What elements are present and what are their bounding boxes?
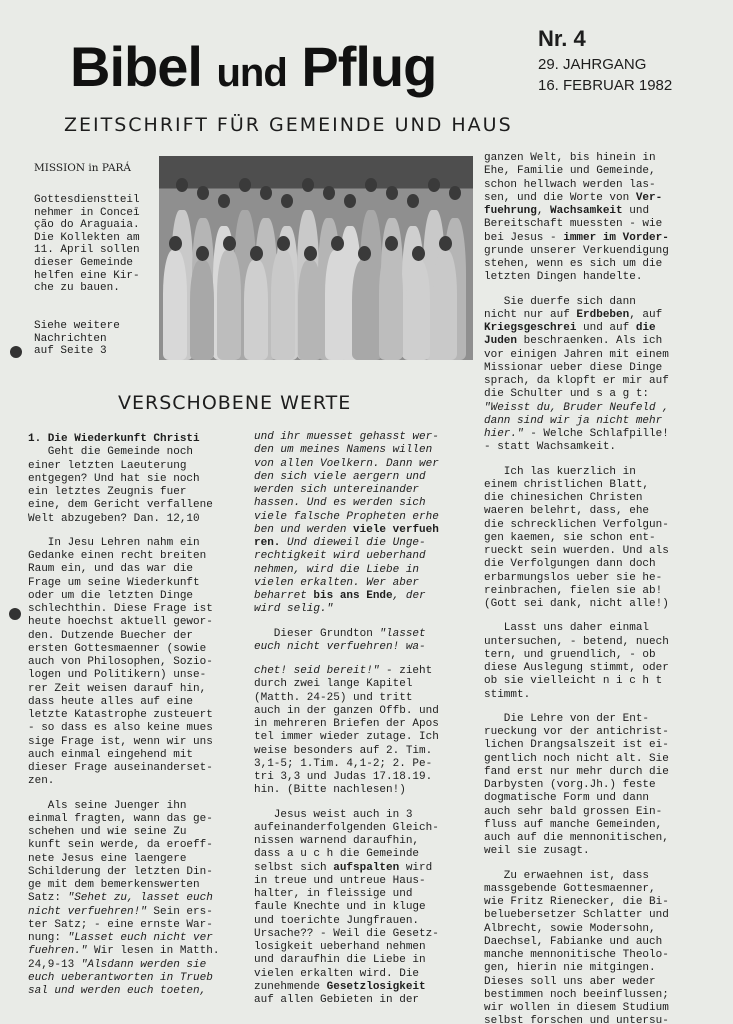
text-line: bestimmen noch beeinflussen; [484,988,669,1001]
text-line: grunde unserer Verkuendigung [484,244,669,257]
text-line: Dieser Grundton "lasset [254,627,426,640]
text-line: letzte Katastrophe zusteuert [28,709,213,721]
text-line: fuehren." Wir lesen in Matth. [28,945,220,958]
text-line: viele falsche Propheten erhe [254,510,439,523]
text-line: und ihr muesset gehasst wer- [254,431,439,443]
article-column-2 [254,431,472,1007]
text-line: Kriegsgeschrei und auf die [484,322,656,334]
text-line: chet! seid bereit!" - zieht [254,665,433,677]
text-line: sprach, da klopft er mir auf [484,375,669,387]
text-line: selbst sich aufspalten wird [254,861,433,874]
text-line: auf allen Gebieten in der [254,994,420,1006]
text-line: die schrecklichen Verfolgun- [484,518,669,531]
text-line: faule Knechte und in kluge [254,901,426,914]
text-line: halter, in fleissige und [254,888,413,900]
text-line: rueckt sein wuerden. Und als [484,545,669,557]
text-line: Schilderung der letzten Din- [28,865,213,878]
text-line: diese Auslegung stimmt, oder [484,662,669,674]
text-line: wird selig." [254,603,334,616]
text-line: euch nicht verfuehren! wa- [254,640,426,653]
text-line: einer letzten Laeuterung [28,459,187,472]
text-line: Jesus weist auch in 3 [254,808,413,821]
text-line: Raum ein, und das war die [28,563,194,576]
text-line: Die Lehre von der Ent- [484,712,650,725]
text-line: Als seine Juenger ihn [28,799,187,812]
text-line: werden sich untereinander [254,484,420,496]
photo-caption-title: MISSION in PARÁ [34,162,132,174]
text-line: dass heute alles auf eine [28,695,194,708]
text-line: den um meines Namens willen [254,444,433,457]
issue-info [538,26,672,94]
text-line: 1. Die Wiederkunft Christi [28,433,200,445]
text-line: hier." - Welche Schlafpille! [484,428,669,440]
text-line: aufeinanderfolgenden Gleich- [254,821,439,834]
article-column-1 [28,433,240,998]
text-line: ge mit dem bemerkenswerten [28,879,200,891]
text-line: letzten Dingen handelte. [484,271,643,284]
text-line: dogmatische Form und dann [484,792,650,805]
text-line: rer Zeit weisen darauf hin, [28,682,207,695]
text-line: erbarmungslos ueber sie he- [484,571,663,584]
text-line: die Verfolgungen dann doch [484,558,656,571]
text-line: Satz: "Sehet zu, lasset euch [28,892,213,905]
text-line: schehen und wie seine Zu [28,826,187,838]
text-line: Gedanke einen recht breiten [28,550,207,562]
text-line: heute hoechst aktuell gewor- [28,616,213,629]
text-line: ren. Und dieweil die Unge- [254,537,426,549]
text-line: beluebersetzer Schlatter und [484,909,669,922]
text-line: weil sie zusagt. [484,845,590,858]
text-line: den. Dutzende Buecher der [28,629,194,642]
photo-caption-text: Gottesdienstteil nehmer in Conceī ção do Araguaia. Die Kollekten am 11. April sollen dieser Gemeinde helfen eine Kir- che zu bauen. [34,194,140,295]
text-line: durch zwei lange Kapitel [254,678,413,691]
text-line: nicht nur auf Erdbeben, auf [484,308,663,321]
text-line: fuehrung, Wachsamkeit und [484,205,650,217]
text-line: sige Frage ist, wenn wir uns [28,735,213,748]
text-line: bei Jesus - immer im Vorder- [484,231,669,244]
text-line: Albrecht, sowie Modersohn, [484,922,656,935]
text-line: reinbrachen, fielen sie ab! [484,584,663,597]
text-line: selbst forschen und untersu- [484,1015,669,1024]
text-line: weise besonders auf 2. Tim. [254,744,433,757]
text-line: massgebende Gottesmaenner, [484,882,656,895]
text-line: dann sind wir ja nicht mehr [484,414,663,427]
text-line: losigkeit ueberhand nehmen [254,941,426,953]
text-line: - statt Wachsamkeit. [484,441,617,454]
issue-date: 16. FEBRUAR 1982 [538,77,673,94]
text-line: tel immer wieder zutage. Ich [254,731,439,744]
text-line: Juden beschraenken. Als ich [484,335,663,348]
text-line: wir wollen in diesem Studium [484,1002,669,1014]
text-line: untersuchen, - betend, nuech [484,635,669,648]
text-line: zunehmende Gesetzlosigkeit [254,980,426,993]
text-line: eine, dem Gericht verfallene [28,499,213,512]
text-line: Welt abzugeben? Dan. 12,10 [28,512,200,525]
text-line: ben und werden viele verfueh [254,523,439,536]
text-line: - so dass es also keine mues [28,722,213,735]
text-line: schon hellwach werden las- [484,178,656,191]
text-line: "Weisst du, Bruder Neufeld , [484,401,669,414]
text-line: oder um die letzten Dinge [28,589,194,602]
text-line: kunft sein werde, da eroeff- [28,839,213,852]
text-line: gen, hierin nie mitgingen. [484,962,656,975]
text-line: Ehe, Familie und Gemeinde, [484,165,656,178]
punch-hole [9,608,21,620]
text-line: (Matth. 24-25) und tritt [254,691,413,704]
text-line: einem christlichen Blatt, [484,478,650,491]
text-line: vor einigen Jahren mit einem [484,348,669,361]
text-line: wie Fritz Rienecker, die Bi- [484,896,669,908]
text-line: nicht verfuehren!" Sein ers- [28,905,213,918]
text-line: auch auf die mennonitischen, [484,832,669,844]
title-pflug: Pflug [286,35,437,98]
text-line: entgegen? Und hat sie noch [28,472,200,485]
subtitle: ZEITSCHRIFT FÜR GEMEINDE UND HAUS [64,114,513,136]
text-line: in treue und untreue Haus- [254,874,426,887]
text-line: Zu erwaehnen ist, dass [484,869,650,882]
text-line: von allen Voelkern. Dann wer [254,457,439,470]
text-line: logen und Politikern) unse- [28,669,207,682]
punch-hole [10,346,22,358]
text-line: schlechthin. Diese Frage ist [28,603,213,615]
text-line: zen. [28,775,55,788]
text-line: einmal fragten, wann das ge- [28,812,213,825]
masthead-title [70,34,436,99]
text-line: Ursache?? - Weil die Gesetz- [254,927,439,940]
text-line: Missionar ueber diese Dinge [484,361,663,374]
text-line: die chinesichen Christen [484,492,643,504]
title-und: und [216,51,287,95]
text-line: dieser Frage auseinanderset- [28,762,213,774]
text-line: sen, und die Worte von Ver- [484,191,663,204]
text-line: gen kaemen, sie schon ent- [484,531,656,544]
text-line: sal und werden euch toeten, [28,985,207,997]
text-line: und daraufhin die Liebe in [254,954,426,967]
text-line: fluss auf manche Gemeinden, [484,818,663,831]
text-line: ein letztes Zeugnis fuer [28,486,187,498]
text-line: ganzen Welt, bis hinein in [484,152,656,164]
text-line: 3,1-5; 1.Tim. 4,1-2; 2. Pe- [254,757,433,770]
text-line: waeren belehrt, dass, ehe [484,505,650,518]
text-line: Bereitschaft muessten - wie [484,218,663,231]
text-line: Darbysten (vorg.Jh.) feste [484,779,656,791]
text-line: stimmt. [484,688,531,701]
photo-caption-more: Siehe weitere Nachrichten auf Seite 3 [34,320,120,358]
text-line: gentlich noch nicht alt. Sie [484,752,669,765]
text-line: Frage um seine Wiederkunft [28,576,200,589]
text-line: euch ueberantworten in Trueb [28,971,213,984]
text-line: Geht die Gemeinde noch [28,446,194,459]
text-line: beharret bis ans Ende, der [254,590,426,602]
text-line: in mehreren Briefen der Apos [254,718,439,730]
text-line: Ich las kuerzlich in [484,465,636,478]
text-line: den sich viele aergern und [254,470,426,483]
text-line: auch in der ganzen Offb. und [254,704,439,717]
group-photo [159,156,473,360]
volume: 29. JAHRGANG [538,56,647,73]
text-line: und toerichte Jungfrauen. [254,914,420,927]
article-title: VERSCHOBENE WERTE [118,392,352,414]
text-line: tern, und gruendlich, - ob [484,648,656,661]
text-line: auch einmal eingehend mit [28,748,194,761]
text-line: auch sehr bald grossen Ein- [484,805,663,818]
text-line: Daechsel, Fabianke und auch [484,935,663,948]
text-line: rechtigkeit wird ueberhand [254,550,426,563]
text-line: vielen erkalten. Wer aber [254,576,420,589]
text-line: nissen warnend daraufhin, [254,835,420,847]
text-line: ersten Gottesmaenner (sowie [28,642,207,655]
text-line: 24,9-13 "Alsdann werden sie [28,958,207,971]
issue-number: Nr. 4 [538,26,586,51]
text-line: Dieses soll uns aber weder [484,975,656,988]
text-line: ter Satz; - eine ernste War- [28,918,213,931]
text-line: In Jesu Lehren nahm ein [28,536,200,549]
text-line: nete Jesus eine laengere [28,852,187,865]
text-line: Sie duerfe sich dann [484,295,636,308]
text-line: dass a u c h die Gemeinde [254,848,420,861]
text-line: manche mennonitische Theolo- [484,949,669,961]
text-line: tri 3,3 und Judas 17.18.19. [254,771,433,783]
text-line: nehmen, wird die Liebe in [254,563,420,576]
text-line: vielen erkalten wird. Die [254,967,420,980]
text-line: nung: "Lasset euch nicht ver [28,932,213,944]
text-line: stehen, wenn es sich um die [484,258,663,270]
text-line: hassen. Und es werden sich [254,497,426,510]
text-line: die Schulter und s a g t: [484,388,650,401]
text-line: fand erst nur mehr durch die [484,765,669,778]
text-line: lichen Drangsalszeit ist ei- [484,739,669,752]
text-line: Lasst uns daher einmal [484,622,650,635]
title-bibel: Bibel [70,35,217,98]
article-column-3 [484,152,698,1024]
text-line: hin. (Bitte nachlesen!) [254,784,406,797]
text-line: rueckung vor der antichrist- [484,726,669,738]
text-line: (Gott sei dank, nicht alle!) [484,598,669,610]
text-line: ob sie vielleicht n i c h t [484,675,663,688]
text-line: auch von Philosophen, Sozio- [28,656,213,668]
